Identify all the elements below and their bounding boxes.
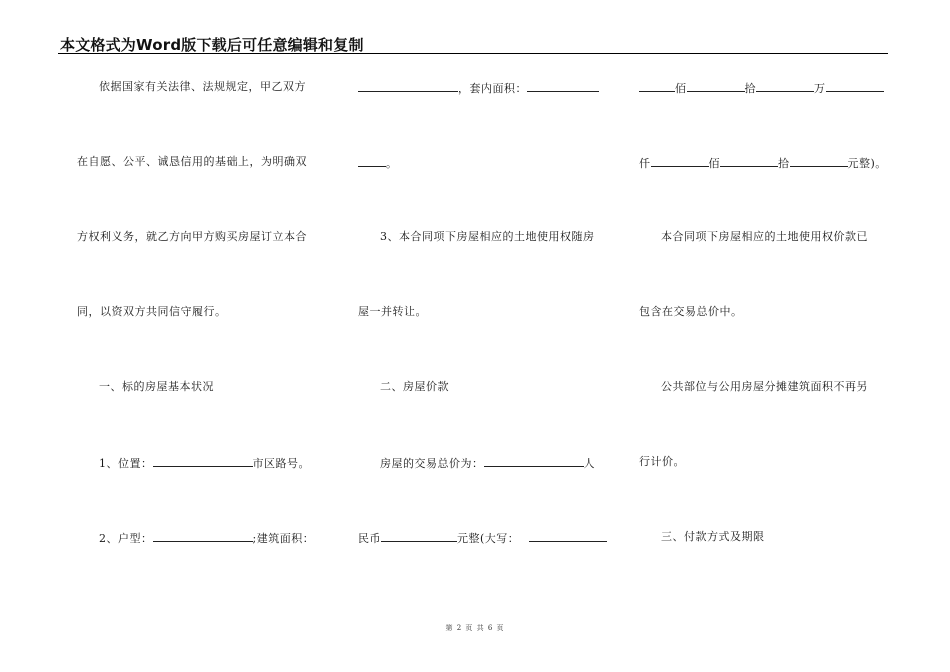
period-text: 。: [386, 157, 398, 170]
currency-text: 人: [583, 457, 595, 470]
text-line: 屋一并转让。: [358, 305, 427, 318]
inner-area-cont-line: [358, 155, 398, 171]
header-rule: [58, 53, 888, 54]
unit-text: 仟: [639, 157, 651, 170]
blank[interactable]: [651, 155, 709, 167]
unit-text: 拾: [744, 82, 756, 95]
text-line: 公共部位与公用房屋分摊建筑面积不再另: [661, 380, 868, 393]
inner-area-label: ，套内面积：: [458, 82, 527, 95]
layout-label: 2、户型：: [99, 532, 153, 545]
blank[interactable]: [720, 155, 778, 167]
blank[interactable]: [826, 80, 884, 92]
unit-text: 万: [814, 82, 826, 95]
total-price-label: 房屋的交易总价为：: [380, 457, 484, 470]
capital-label: 元整(大写：: [457, 532, 520, 545]
text-line: 本合同项下房屋相应的土地使用权价款已: [661, 230, 868, 243]
inner-area-blank-cont[interactable]: [358, 155, 386, 167]
page-number: 第 2 页 共 6 页: [445, 624, 505, 632]
floor-area-blank[interactable]: [358, 80, 458, 92]
location-line: [99, 455, 310, 471]
layout-line: [99, 530, 314, 546]
section-heading: 三、付款方式及期限: [661, 530, 765, 543]
section-heading: 二、房屋价款: [380, 380, 449, 393]
location-label: 1、位置：: [99, 457, 153, 470]
unit-text: 佰: [708, 157, 720, 170]
text-line: 行计价。: [639, 455, 685, 468]
capital-units-line-1: [639, 80, 884, 96]
unit-text: 拾: [778, 157, 790, 170]
unit-text: 佰: [675, 82, 687, 95]
capital-amount-blank[interactable]: [529, 530, 607, 542]
text-line: 在自愿、公平、诚恳信用的基础上，为明确双: [77, 155, 307, 168]
location-blank[interactable]: [153, 455, 253, 467]
page-header-title: 本文格式为Word版下载后可任意编辑和复制: [60, 36, 364, 54]
floor-area-label: ;建筑面积：: [252, 532, 315, 545]
capital-units-line-2: [639, 155, 887, 171]
rmb-line: [358, 530, 607, 546]
rmb-amount-blank[interactable]: [381, 530, 457, 542]
section-heading: 一、标的房屋基本状况: [99, 380, 214, 393]
location-suffix: 市区路号。: [252, 457, 310, 470]
unit-text: 元整)。: [847, 157, 887, 170]
text-line: 方权利义务，就乙方向甲方购买房屋订立本合: [77, 230, 307, 243]
blank[interactable]: [756, 80, 814, 92]
text-line: 同，以资双方共同信守履行。: [77, 305, 227, 318]
layout-blank[interactable]: [153, 530, 253, 542]
blank[interactable]: [639, 80, 675, 92]
inner-area-line: [358, 80, 599, 96]
text-line: 依据国家有关法律、法规规定，甲乙双方: [99, 80, 306, 93]
blank[interactable]: [687, 80, 745, 92]
text-line: 3、本合同项下房屋相应的土地使用权随房: [380, 230, 595, 243]
blank[interactable]: [790, 155, 848, 167]
inner-area-blank[interactable]: [527, 80, 599, 92]
total-price-line: [380, 455, 595, 471]
rmb-label: 民币: [358, 532, 381, 545]
total-price-blank[interactable]: [484, 455, 584, 467]
text-line: 包含在交易总价中。: [639, 305, 743, 318]
